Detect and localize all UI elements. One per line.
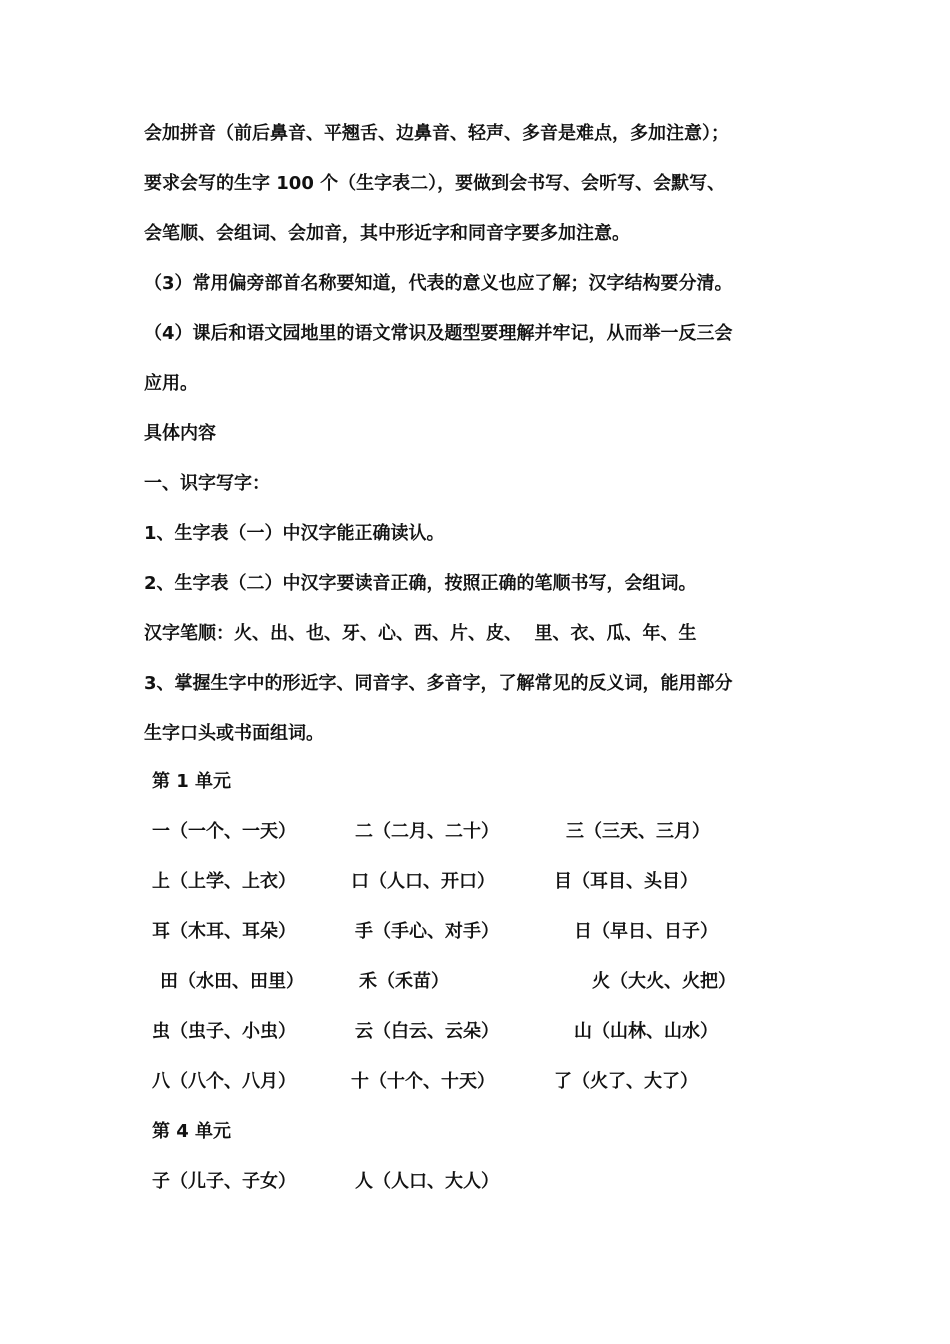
paragraph-line: 汉字笔顺：火、出、也、牙、心、西、片、皮、 里、衣、瓜、年、生 [144, 623, 697, 644]
paragraph-line: 2、生字表（二）中汉字要读音正确，按照正确的笔顺书写，会组词。 [144, 573, 697, 594]
vocab-row [152, 870, 852, 894]
paragraph-line: （4）课后和语文园地里的语文常识及题型要理解并牢记，从而举一反三会 [144, 323, 733, 344]
vocab-entry: 田（水田、田里） [160, 971, 304, 992]
vocab-entry: 虫（虫子、小虫） [152, 1021, 296, 1042]
unit-heading: 第 4 单元 [152, 1121, 232, 1142]
vocab-entry: 山（山林、山水） [574, 1021, 718, 1042]
vocab-row [152, 970, 852, 994]
paragraph-line: （3）常用偏旁部首名称要知道，代表的意义也应了解；汉字结构要分清。 [144, 273, 733, 294]
vocab-row [152, 920, 852, 944]
vocab-entry: 日（早日、日子） [574, 921, 718, 942]
vocab-entry: 禾（禾苗） [359, 971, 449, 992]
vocab-row [152, 1020, 852, 1044]
paragraph-line: 生字口头或书面组词。 [144, 723, 324, 744]
vocab-entry: 手（手心、对手） [355, 921, 499, 942]
vocab-row [152, 1070, 852, 1094]
vocab-entry: 火（大火、火把） [592, 971, 736, 992]
paragraph-line: 应用。 [144, 373, 198, 394]
vocab-entry: 了（火了、大了） [554, 1071, 698, 1092]
paragraph-line: 3、掌握生字中的形近字、同音字、多音字，了解常见的反义词，能用部分 [144, 673, 733, 694]
vocab-entry: 一（一个、一天） [152, 821, 296, 842]
vocab-entry: 上（上学、上衣） [152, 871, 296, 892]
vocab-row [152, 820, 852, 844]
paragraph-line: 1、生字表（一）中汉字能正确读认。 [144, 523, 445, 544]
section-heading: 具体内容 [144, 423, 216, 444]
vocab-entry: 二（二月、二十） [355, 821, 499, 842]
vocab-row [152, 1170, 852, 1194]
vocab-entry: 云（白云、云朵） [355, 1021, 499, 1042]
vocab-entry: 人（人口、大人） [355, 1171, 499, 1192]
vocab-entry: 十（十个、十天） [351, 1071, 495, 1092]
vocab-entry: 目（耳目、头目） [554, 871, 698, 892]
vocab-entry: 三（三天、三月） [566, 821, 710, 842]
vocab-entry: 口（人口、开口） [351, 871, 495, 892]
paragraph-line: 会加拼音（前后鼻音、平翘舌、边鼻音、轻声、多音是难点，多加注意）； [144, 123, 729, 144]
section-heading: 一、识字写字： [144, 473, 270, 494]
unit-heading: 第 1 单元 [152, 771, 232, 792]
vocab-entry: 子（儿子、子女） [152, 1171, 296, 1192]
paragraph-line: 要求会写的生字 100 个（生字表二），要做到会书写、会听写、会默写、 [144, 173, 726, 194]
vocab-entry: 八（八个、八月） [152, 1071, 296, 1092]
vocab-entry: 耳（木耳、耳朵） [152, 921, 296, 942]
paragraph-line: 会笔顺、会组词、会加音，其中形近字和同音字要多加注意。 [144, 223, 630, 244]
